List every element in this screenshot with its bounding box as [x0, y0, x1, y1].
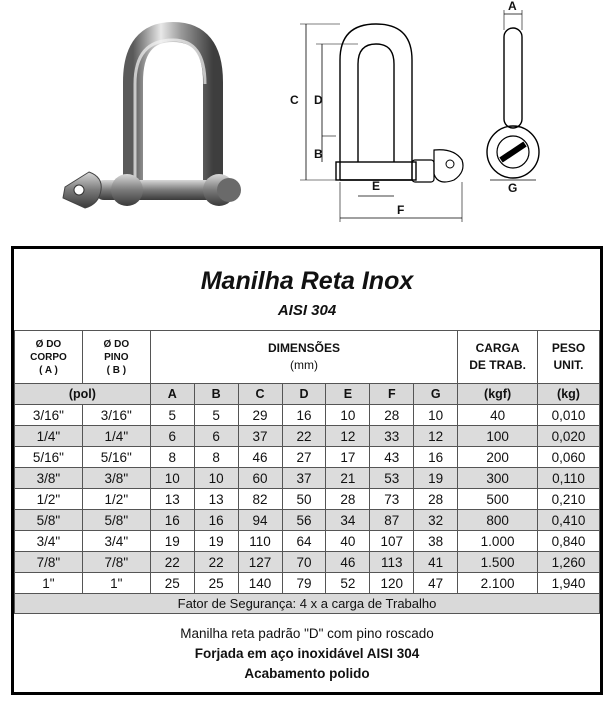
cell-f: 120	[370, 573, 414, 594]
unit-f: F	[370, 384, 414, 405]
cell-weight: 0,840	[538, 531, 600, 552]
cell-load: 800	[458, 510, 538, 531]
cell-b: 1/4"	[82, 426, 150, 447]
note-line-3: Acabamento polido	[244, 666, 370, 681]
cell-b: 13	[194, 489, 238, 510]
cell-g: 16	[414, 447, 458, 468]
table-row	[15, 552, 600, 573]
cell-a: 3/16"	[15, 405, 83, 426]
cell-g: 10	[414, 405, 458, 426]
cell-d: 27	[282, 447, 326, 468]
cell-c: 127	[238, 552, 282, 573]
cell-b: 10	[194, 468, 238, 489]
cell-e: 40	[326, 531, 370, 552]
cell-c: 29	[238, 405, 282, 426]
table-row	[15, 405, 600, 426]
unit-g: G	[414, 384, 458, 405]
cell-load: 1.000	[458, 531, 538, 552]
cell-e: 17	[326, 447, 370, 468]
cell-f: 53	[370, 468, 414, 489]
safety-factor: Fator de Segurança: 4 x a carga de Trabalho	[15, 594, 600, 614]
cell-load: 1.500	[458, 552, 538, 573]
cell-c: 46	[238, 447, 282, 468]
cell-b: 3/4"	[82, 531, 150, 552]
cell-b: 7/8"	[82, 552, 150, 573]
cell-d: 22	[282, 426, 326, 447]
cell-d: 79	[282, 573, 326, 594]
cell-e: 34	[326, 510, 370, 531]
cell-load: 200	[458, 447, 538, 468]
cell-c: 37	[238, 426, 282, 447]
table-row	[15, 468, 600, 489]
note-line-2: Forjada em aço inoxidável AISI 304	[194, 646, 420, 661]
cell-c: 94	[238, 510, 282, 531]
cell-weight: 0,020	[538, 426, 600, 447]
cell-g: 38	[414, 531, 458, 552]
cell-g: 19	[414, 468, 458, 489]
cell-weight: 0,010	[538, 405, 600, 426]
cell-load: 2.100	[458, 573, 538, 594]
cell-weight: 0,410	[538, 510, 600, 531]
cell-a: 22	[150, 552, 194, 573]
cell-e: 52	[326, 573, 370, 594]
cell-c: 140	[238, 573, 282, 594]
unit-c: C	[238, 384, 282, 405]
cell-d: 56	[282, 510, 326, 531]
cell-f: 87	[370, 510, 414, 531]
cell-e: 21	[326, 468, 370, 489]
table-row	[15, 573, 600, 594]
cell-c: 82	[238, 489, 282, 510]
product-illustrations	[0, 0, 616, 244]
cell-b: 16	[194, 510, 238, 531]
cell-a: 10	[150, 468, 194, 489]
label-e: E	[372, 179, 381, 193]
unit-kgf: (kgf)	[458, 384, 538, 405]
cell-a: 19	[150, 531, 194, 552]
cell-g: 28	[414, 489, 458, 510]
unit-d: D	[282, 384, 326, 405]
cell-b: 8	[194, 447, 238, 468]
cell-e: 12	[326, 426, 370, 447]
table-row	[15, 447, 600, 468]
cell-a: 1/4"	[15, 426, 83, 447]
cell-g: 41	[414, 552, 458, 573]
unit-a: A	[150, 384, 194, 405]
cell-b: 5/16"	[82, 447, 150, 468]
cell-load: 500	[458, 489, 538, 510]
cell-b: 6	[194, 426, 238, 447]
cell-c: 110	[238, 531, 282, 552]
table-row	[15, 426, 600, 447]
shackle-front-drawing	[276, 0, 476, 232]
label-a: A	[508, 0, 517, 13]
header-body-diameter: Ø DO CORPO ( A )	[15, 331, 83, 384]
cell-weight: 1,940	[538, 573, 600, 594]
header-weight: PESO UNIT.	[538, 331, 600, 384]
unit-pol: (pol)	[15, 384, 151, 405]
spec-table	[14, 330, 600, 614]
cell-g: 12	[414, 426, 458, 447]
label-d: D	[314, 93, 323, 107]
table-row	[15, 510, 600, 531]
cell-b: 1"	[82, 573, 150, 594]
cell-a: 16	[150, 510, 194, 531]
cell-load: 100	[458, 426, 538, 447]
header-dimensions: DIMENSÕES (mm)	[150, 331, 457, 384]
label-b: B	[314, 147, 323, 161]
unit-kg: (kg)	[538, 384, 600, 405]
cell-a: 1"	[15, 573, 83, 594]
cell-weight: 1,260	[538, 552, 600, 573]
table-row	[15, 531, 600, 552]
cell-b: 3/16"	[82, 405, 150, 426]
cell-a: 3/8"	[15, 468, 83, 489]
cell-f: 107	[370, 531, 414, 552]
header-load: CARGA DE TRAB.	[458, 331, 538, 384]
cell-d: 37	[282, 468, 326, 489]
cell-b: 19	[194, 531, 238, 552]
cell-b: 25	[194, 573, 238, 594]
product-notes	[14, 624, 600, 684]
cell-a: 8	[150, 447, 194, 468]
cell-weight: 0,060	[538, 447, 600, 468]
cell-b: 5/8"	[82, 510, 150, 531]
cell-a: 13	[150, 489, 194, 510]
label-c: C	[290, 93, 299, 107]
cell-b: 22	[194, 552, 238, 573]
unit-b: B	[194, 384, 238, 405]
label-g: G	[508, 181, 518, 195]
spec-table-panel	[11, 246, 603, 695]
header-pin-diameter: Ø DO PINO ( B )	[82, 331, 150, 384]
cell-e: 10	[326, 405, 370, 426]
shackle-photo	[55, 22, 245, 232]
cell-weight: 0,110	[538, 468, 600, 489]
cell-a: 5	[150, 405, 194, 426]
cell-a: 5/8"	[15, 510, 83, 531]
cell-a: 25	[150, 573, 194, 594]
cell-a: 5/16"	[15, 447, 83, 468]
note-line-1: Manilha reta padrão "D" com pino roscado	[180, 626, 434, 641]
cell-a: 1/2"	[15, 489, 83, 510]
cell-e: 28	[326, 489, 370, 510]
cell-b: 5	[194, 405, 238, 426]
cell-load: 300	[458, 468, 538, 489]
cell-a: 3/4"	[15, 531, 83, 552]
cell-f: 73	[370, 489, 414, 510]
cell-g: 32	[414, 510, 458, 531]
cell-d: 64	[282, 531, 326, 552]
cell-d: 50	[282, 489, 326, 510]
unit-e: E	[326, 384, 370, 405]
shackle-side-drawing	[470, 0, 560, 200]
label-f: F	[397, 203, 405, 217]
cell-load: 40	[458, 405, 538, 426]
product-subtitle: AISI 304	[277, 302, 337, 319]
cell-c: 60	[238, 468, 282, 489]
cell-e: 46	[326, 552, 370, 573]
product-title: Manilha Reta Inox	[200, 267, 414, 295]
cell-g: 47	[414, 573, 458, 594]
cell-f: 33	[370, 426, 414, 447]
cell-f: 113	[370, 552, 414, 573]
table-row	[15, 489, 600, 510]
cell-f: 28	[370, 405, 414, 426]
cell-f: 43	[370, 447, 414, 468]
cell-a: 7/8"	[15, 552, 83, 573]
cell-b: 3/8"	[82, 468, 150, 489]
cell-a: 6	[150, 426, 194, 447]
cell-d: 70	[282, 552, 326, 573]
cell-b: 1/2"	[82, 489, 150, 510]
cell-d: 16	[282, 405, 326, 426]
cell-weight: 0,210	[538, 489, 600, 510]
